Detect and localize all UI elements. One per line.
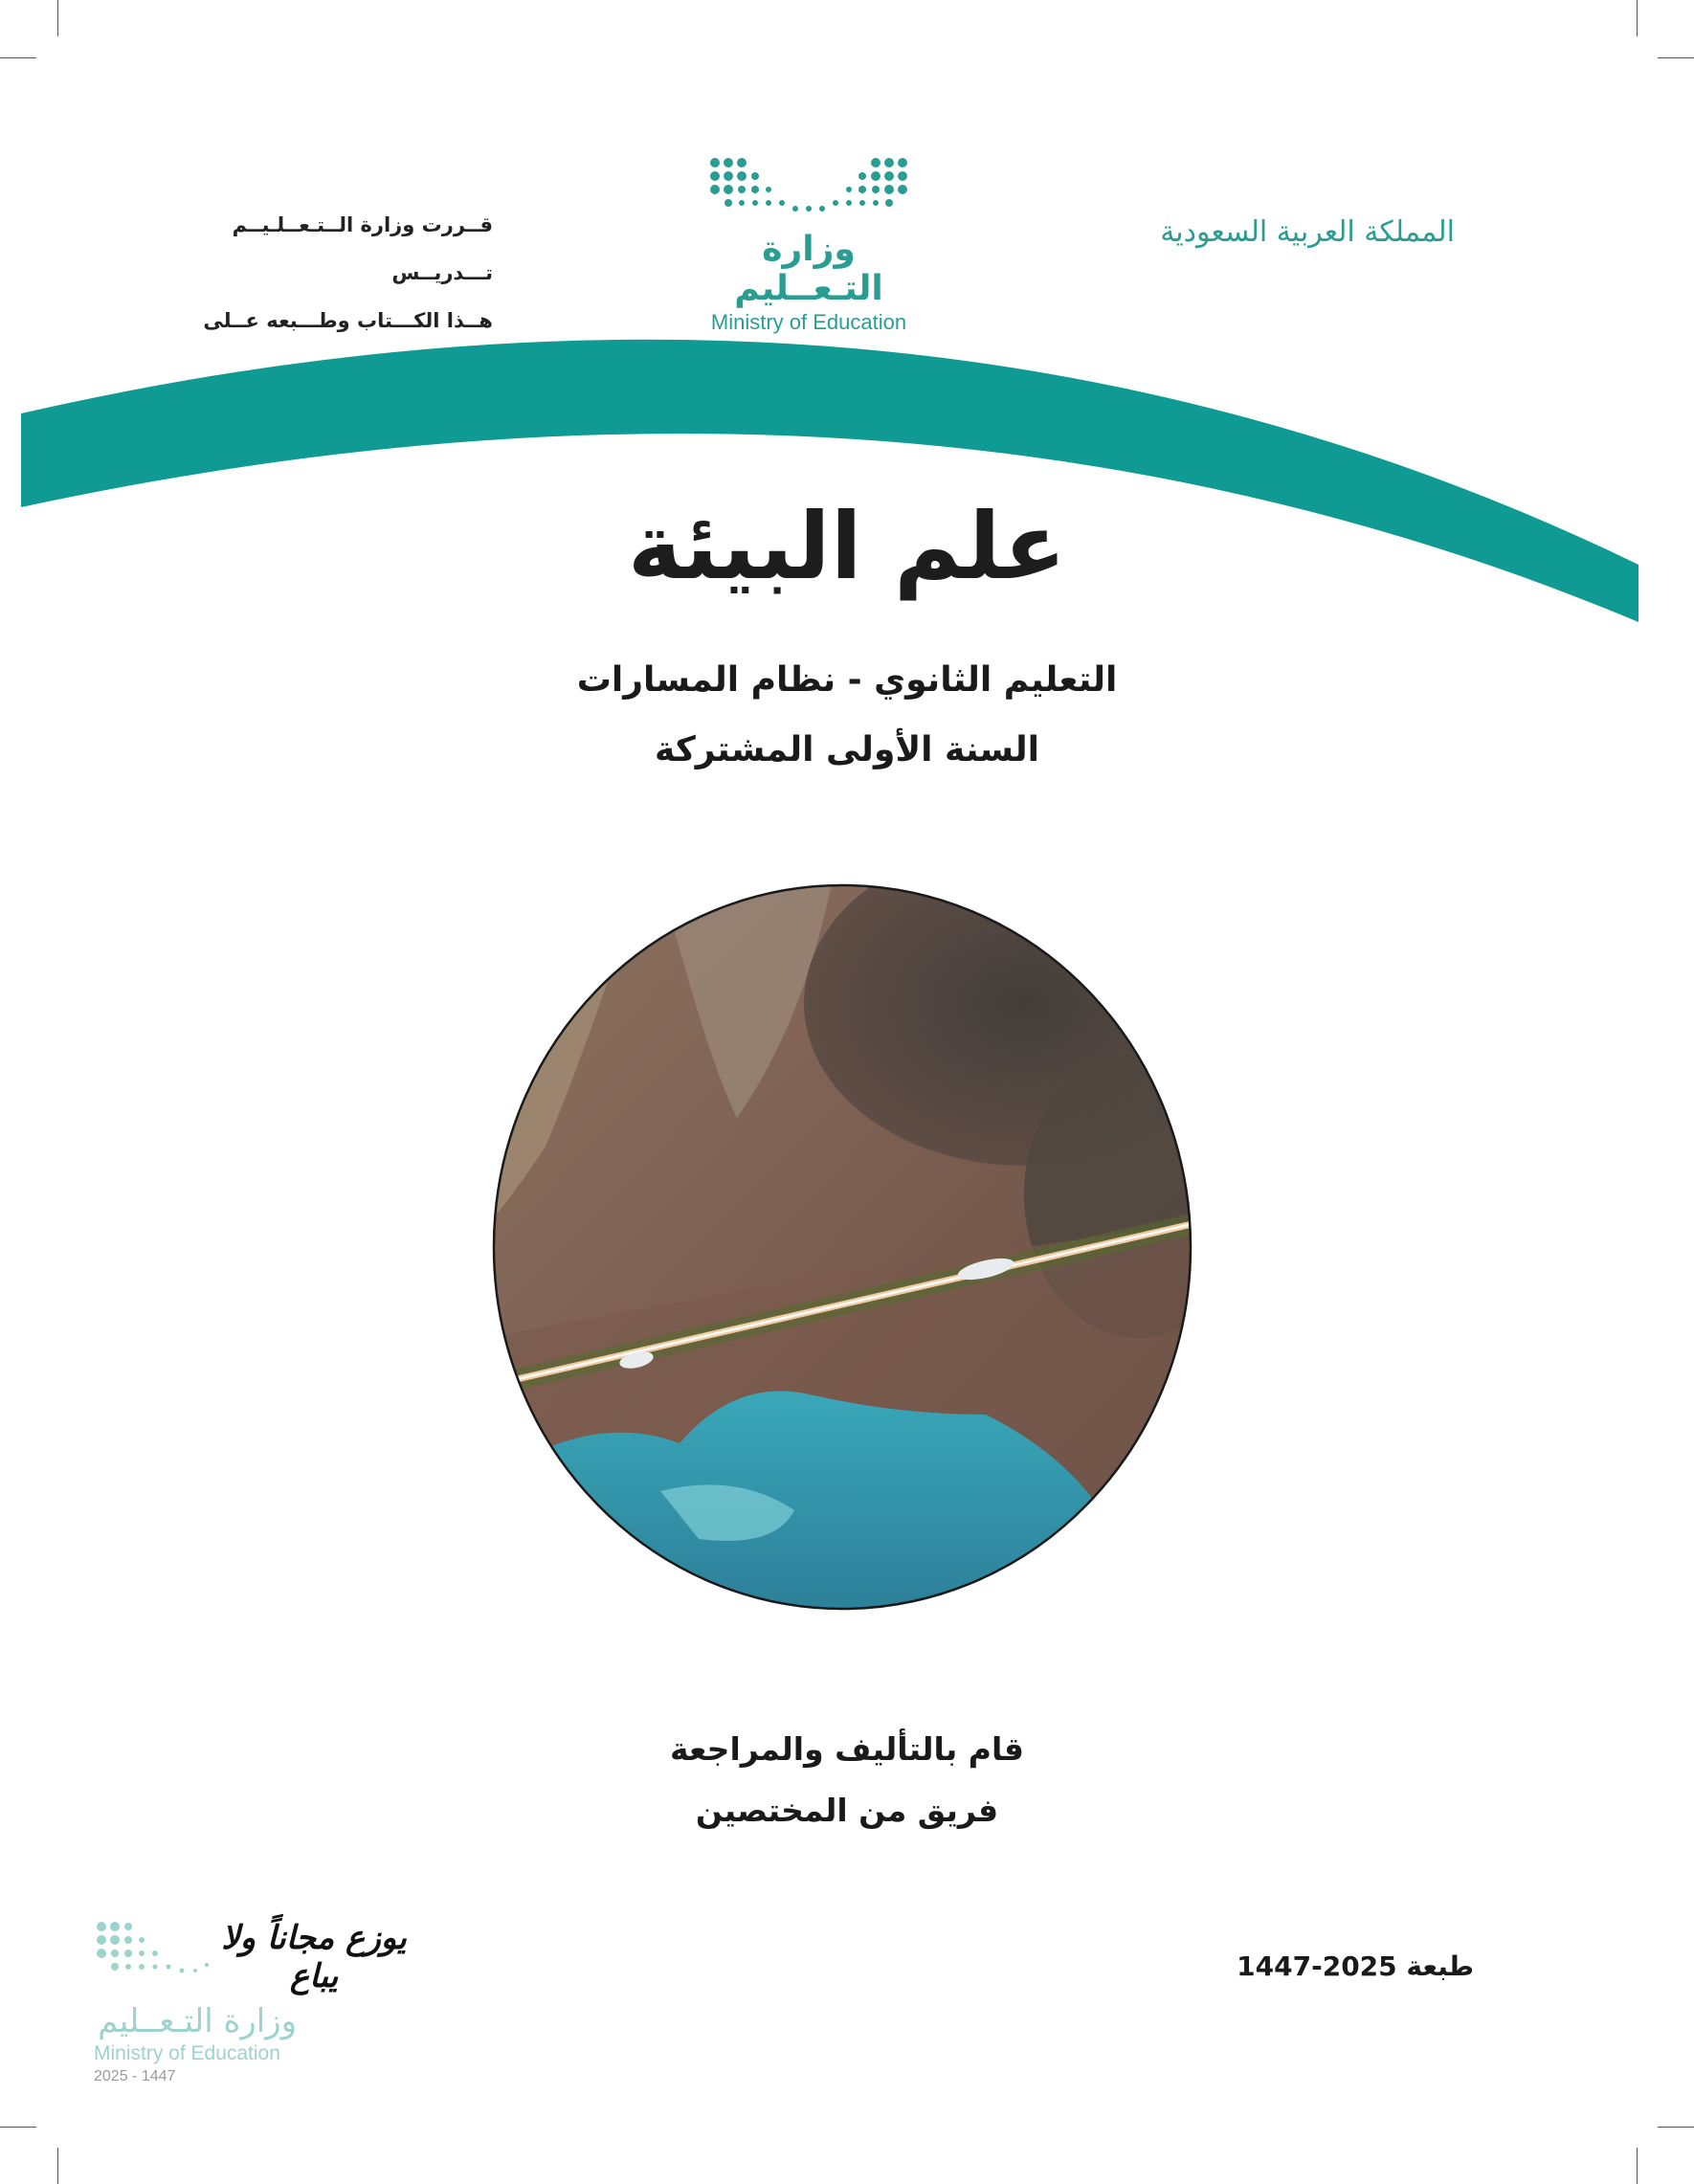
ministry-logo-arabic: وزارة التـعــليم [734, 230, 883, 308]
authorship-line-1: قام بالتأليف والمراجعة [670, 1730, 1024, 1768]
book-subtitle-2: السنة الأولى المشتركة [654, 730, 1040, 769]
crop-mark [0, 57, 36, 58]
book-title: علم البيئة [627, 493, 1067, 600]
footer-logo-english: Ministry of Education [94, 2042, 280, 2064]
edition-label: طبعة 2025-1447 [1237, 1950, 1474, 1982]
footer-ministry-logo [94, 2002, 323, 2085]
crop-mark [1637, 0, 1638, 36]
footer-dots-icon [94, 1919, 218, 1976]
ministry-dots-icon [703, 153, 914, 220]
ministry-logo [689, 153, 928, 335]
footer-logo-arabic: وزارة التـعــليم [98, 2002, 297, 2040]
country-name: المملكة العربية السعودية [1160, 215, 1455, 249]
approval-line-2: هــذا الكـــتاب وطـــبعه عــلى [203, 309, 493, 332]
cover-satellite-image [488, 879, 1196, 1616]
free-distribution-text: يوزع مجاناً ولا يباع [221, 1919, 407, 1995]
crop-mark [57, 2148, 58, 2184]
footer-logo-year: 2025 - 1447 [94, 2068, 176, 2084]
authorship-line-2: فريق من المختصين [695, 1792, 999, 1829]
crop-mark [57, 0, 58, 36]
crop-mark [0, 2127, 36, 2128]
crop-mark [1637, 2148, 1638, 2184]
ministry-logo-english: Ministry of Education [710, 310, 907, 334]
approval-line-1: قــررت وزارة الــتـعــلـيــم تـــدريــس [232, 213, 493, 284]
crop-mark [1658, 2127, 1694, 2128]
book-subtitle-1: التعليم الثانوي - نظام المسارات [576, 660, 1118, 700]
crop-mark [1658, 57, 1694, 58]
